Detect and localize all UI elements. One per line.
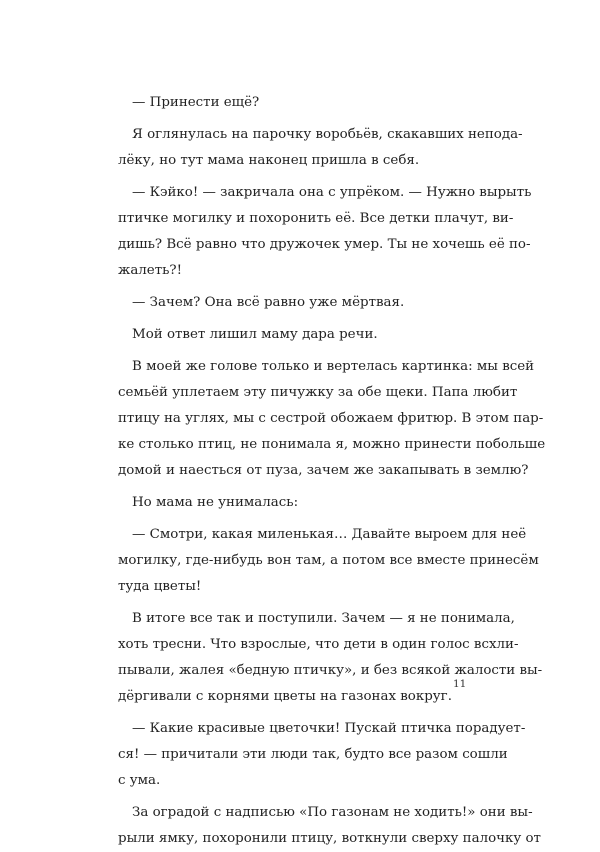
text-line: пывали, жалея «бедную птичку», и без всякой жалости вы- — [118, 663, 543, 678]
text-line: семьёй уплетаем эту пичужку за обе щеки. Папа любит — [118, 385, 518, 400]
text-line: — Зачем? Она всё равно уже мёртвая. — [132, 295, 405, 310]
text-line: — Принести ещё? — [132, 95, 260, 110]
text-line: лёку, но тут мама наконец пришла в себя. — [118, 153, 420, 168]
text-line: птицу на углях, мы с сестрой обожаем фритюр. В этом пар- — [118, 411, 544, 426]
text-line: Я оглянулась на парочку воробьёв, скакавших непода- — [132, 127, 523, 142]
text-line: туда цветы! — [118, 579, 202, 594]
text-line: — Какие красивые цветочки! Пускай птичка порадует- — [132, 721, 526, 736]
text-line: дишь? Всё равно что дружочек умер. Ты не хочешь её по- — [118, 237, 531, 252]
text-line: В итоге все так и поступили. Зачем — я не понимала, — [132, 611, 515, 626]
text-line: птичке могилку и похоронить её. Все детки плачут, ви- — [118, 211, 514, 226]
text-line: В моей же голове только и вертелась картинка: мы всей — [132, 359, 535, 374]
text-line: домой и наесться от пуза, зачем же закапывать в землю? — [118, 463, 529, 478]
text-line: хоть тресни. Что взрослые, что дети в один голос всхли- — [118, 637, 519, 652]
text-line: жалеть?! — [118, 263, 182, 278]
text-line: Мой ответ лишил маму дара речи. — [132, 327, 378, 342]
text-line: — Смотри, какая миленькая… Давайте выроем для неё — [132, 527, 527, 542]
text-line: рыли ямку, похоронили птицу, воткнули сверху палочку от — [118, 831, 541, 846]
text-line: — Кэйко! — закричала она с упрёком. — Нужно вырыть — [132, 185, 532, 200]
text-line: За оградой с надписью «По газонам не ходить!» они вы- — [132, 805, 533, 820]
text-line: могилку, где-нибудь вон там, а потом все вместе принесём — [118, 553, 539, 568]
text-line: с ума. — [118, 773, 161, 788]
text-line: Но мама не унималась: — [132, 495, 299, 510]
body-text — [118, 90, 546, 852]
text-line: ке столько птиц, не понимала я, можно принести побольше — [118, 437, 546, 452]
text-line: дёргивали с корнями цветы на газонах вокруг. — [118, 689, 452, 704]
text-line: ся! — причитали эти люди так, будто все разом сошли — [118, 747, 508, 762]
page-number: 11 — [453, 678, 467, 690]
